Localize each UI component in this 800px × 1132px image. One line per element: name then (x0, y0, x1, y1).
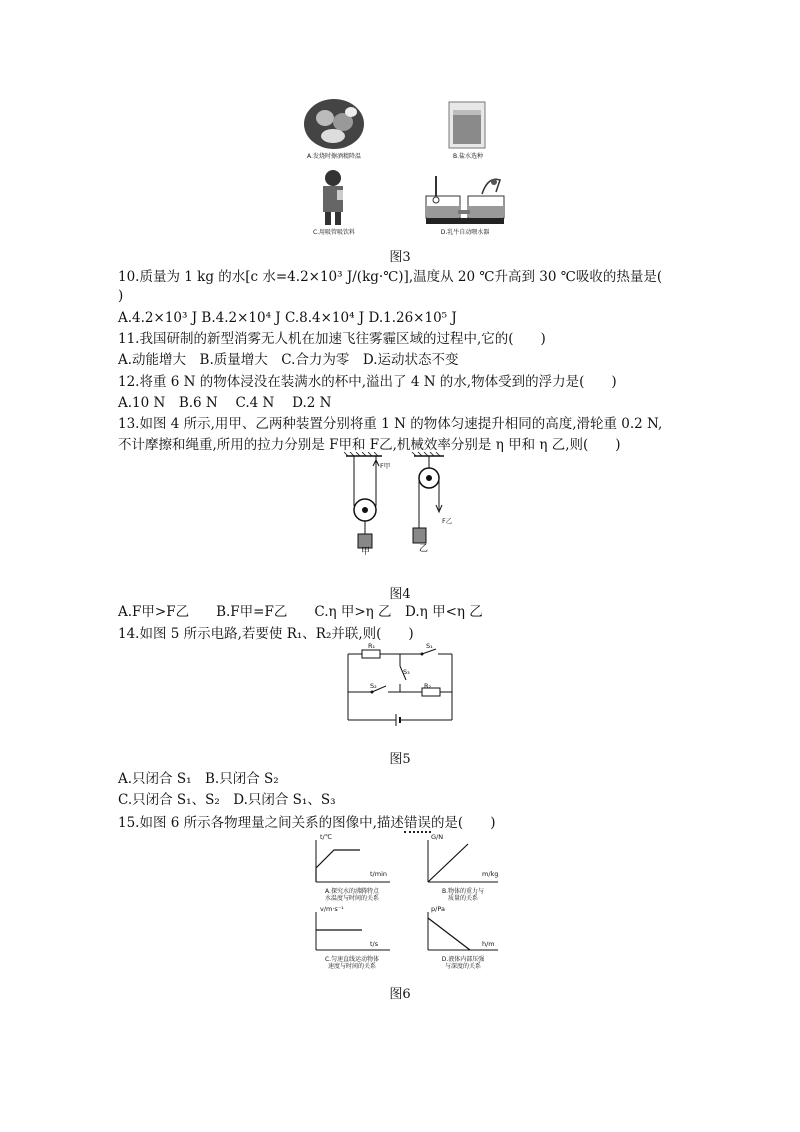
graph-a-xlabel: t/min (370, 870, 387, 878)
graph-d-caption-1: D.液体内部压强 (441, 956, 485, 963)
fig4-label-f-jia: F甲 (380, 462, 391, 470)
graph-c-xlabel: t/s (370, 940, 379, 948)
fig4-label-yi: 乙 (419, 544, 429, 554)
figure-5-circuit (342, 646, 458, 730)
q12-stem: 12.将重 6 N 的物体浸没在装满水的杯中,溢出了 4 N 的水,物体受到的浮力是( ) (118, 374, 617, 390)
fig4-label-f-yi: F乙 (442, 517, 453, 525)
graph-b-xlabel: m/kg (482, 870, 499, 878)
graph-b-ylabel: G/N (431, 833, 444, 841)
q14-options-1: A.只闭合 S₁ B.只闭合 S₂ (118, 771, 279, 787)
graph-c-caption-2: 速度与时间的关系 (327, 963, 376, 970)
graph-d-ylabel: p/Pa (431, 905, 445, 913)
q10-options: A.4.2×10³ J B.4.2×10⁴ J C.8.4×10⁴ J D.1.26×10⁵ J (118, 310, 457, 326)
q15-stem (118, 814, 495, 832)
fig5-label-s2: S₂ (370, 682, 377, 690)
q10-stem-cont: ) (118, 288, 124, 304)
graph-b-caption-1: B.物体的重力与 (441, 888, 485, 895)
graph-a-ylabel: t/℃ (320, 833, 333, 841)
graph-a-caption-2: 水温度与时间的关系 (324, 895, 379, 902)
q10-stem: 10.质量为 1 kg 的水[c 水=4.2×10³ J/(kg·℃)],温度从 20 ℃升高到 30 ℃吸收的热量是( (118, 269, 663, 285)
graph-d-caption-2: 与深度的关系 (444, 963, 481, 970)
figure-4-pulleys (338, 452, 468, 562)
fig5-label-r1: R₁ (368, 642, 376, 650)
q13-stem: 13.如图 4 所示,用甲、乙两种装置分别将重 1 N 的物体匀速提升相同的高度,滑轮重 0.2 N, (118, 416, 663, 432)
fig3-caption-b: B.盐水选种 (452, 153, 484, 160)
fig3-caption-a: A.发烧时擦酒精降温 (307, 153, 361, 160)
fig5-label-r2: R₂ (424, 682, 432, 690)
fig5-label-s1: S₁ (426, 642, 433, 650)
q11-options: A.动能增大 B.质量增大 C.合力为零 D.运动状态不变 (118, 352, 459, 368)
figure-3-caption: 图3 (389, 250, 411, 265)
figure-5-caption: 图5 (389, 752, 411, 767)
graph-a-caption-1: A.探究水的沸腾特点 (325, 888, 379, 895)
photo-a-alcohol-cooling (303, 98, 365, 150)
graph-c-velocity-time (312, 910, 394, 954)
graph-b-gravity-mass (424, 838, 502, 886)
q13-stem-cont: 不计摩擦和绳重,所用的拉力分别是 F甲和 F乙,机械效率分别是 η 甲和 η 乙,则( ) (118, 437, 621, 453)
q11-stem: 11.我国研制的新型消雾无人机在加速飞往雾霾区域的过程中,它的( ) (118, 331, 546, 347)
photo-c-boy-straw (315, 168, 351, 226)
diagram-d-cow-feeder (422, 172, 506, 226)
figure-6-caption: 图6 (389, 987, 411, 1002)
figure-4-caption: 图4 (389, 587, 411, 602)
graph-d-xlabel: h/m (482, 940, 495, 948)
fig4-label-jia: 甲 (361, 547, 371, 557)
q14-options-2: C.只闭合 S₁、S₂ D.只闭合 S₁、S₃ (118, 792, 336, 808)
photo-b-salt-water-beaker (447, 100, 487, 150)
q15-stem-post: 的是( ) (430, 815, 496, 831)
graph-b-caption-2: 质量的关系 (447, 895, 478, 902)
fig3-caption-d: D.乳牛自动喂水器 (440, 229, 490, 236)
q12-options: A.10 N B.6 N C.4 N D.2 N (118, 395, 332, 411)
graph-c-caption-1: C.匀速直线运动物体 (324, 956, 380, 963)
q13-options: A.F甲>F乙 B.F甲=F乙 C.η 甲>η 乙 D.η 甲<η 乙 (118, 604, 483, 620)
graph-c-ylabel: v/m·s⁻¹ (320, 905, 344, 913)
fig3-caption-c: C.用吸管吸饮料 (312, 229, 356, 236)
graph-a-boiling (312, 838, 394, 886)
fig5-label-s3: S₃ (403, 668, 410, 676)
q15-stem-emphasis: 错误 (403, 815, 431, 831)
q15-stem-pre: 15.如图 6 所示各物理量之间关系的图像中,描述 (118, 815, 404, 831)
q14-stem: 14.如图 5 所示电路,若要使 R₁、R₂并联,则( ) (118, 626, 414, 642)
